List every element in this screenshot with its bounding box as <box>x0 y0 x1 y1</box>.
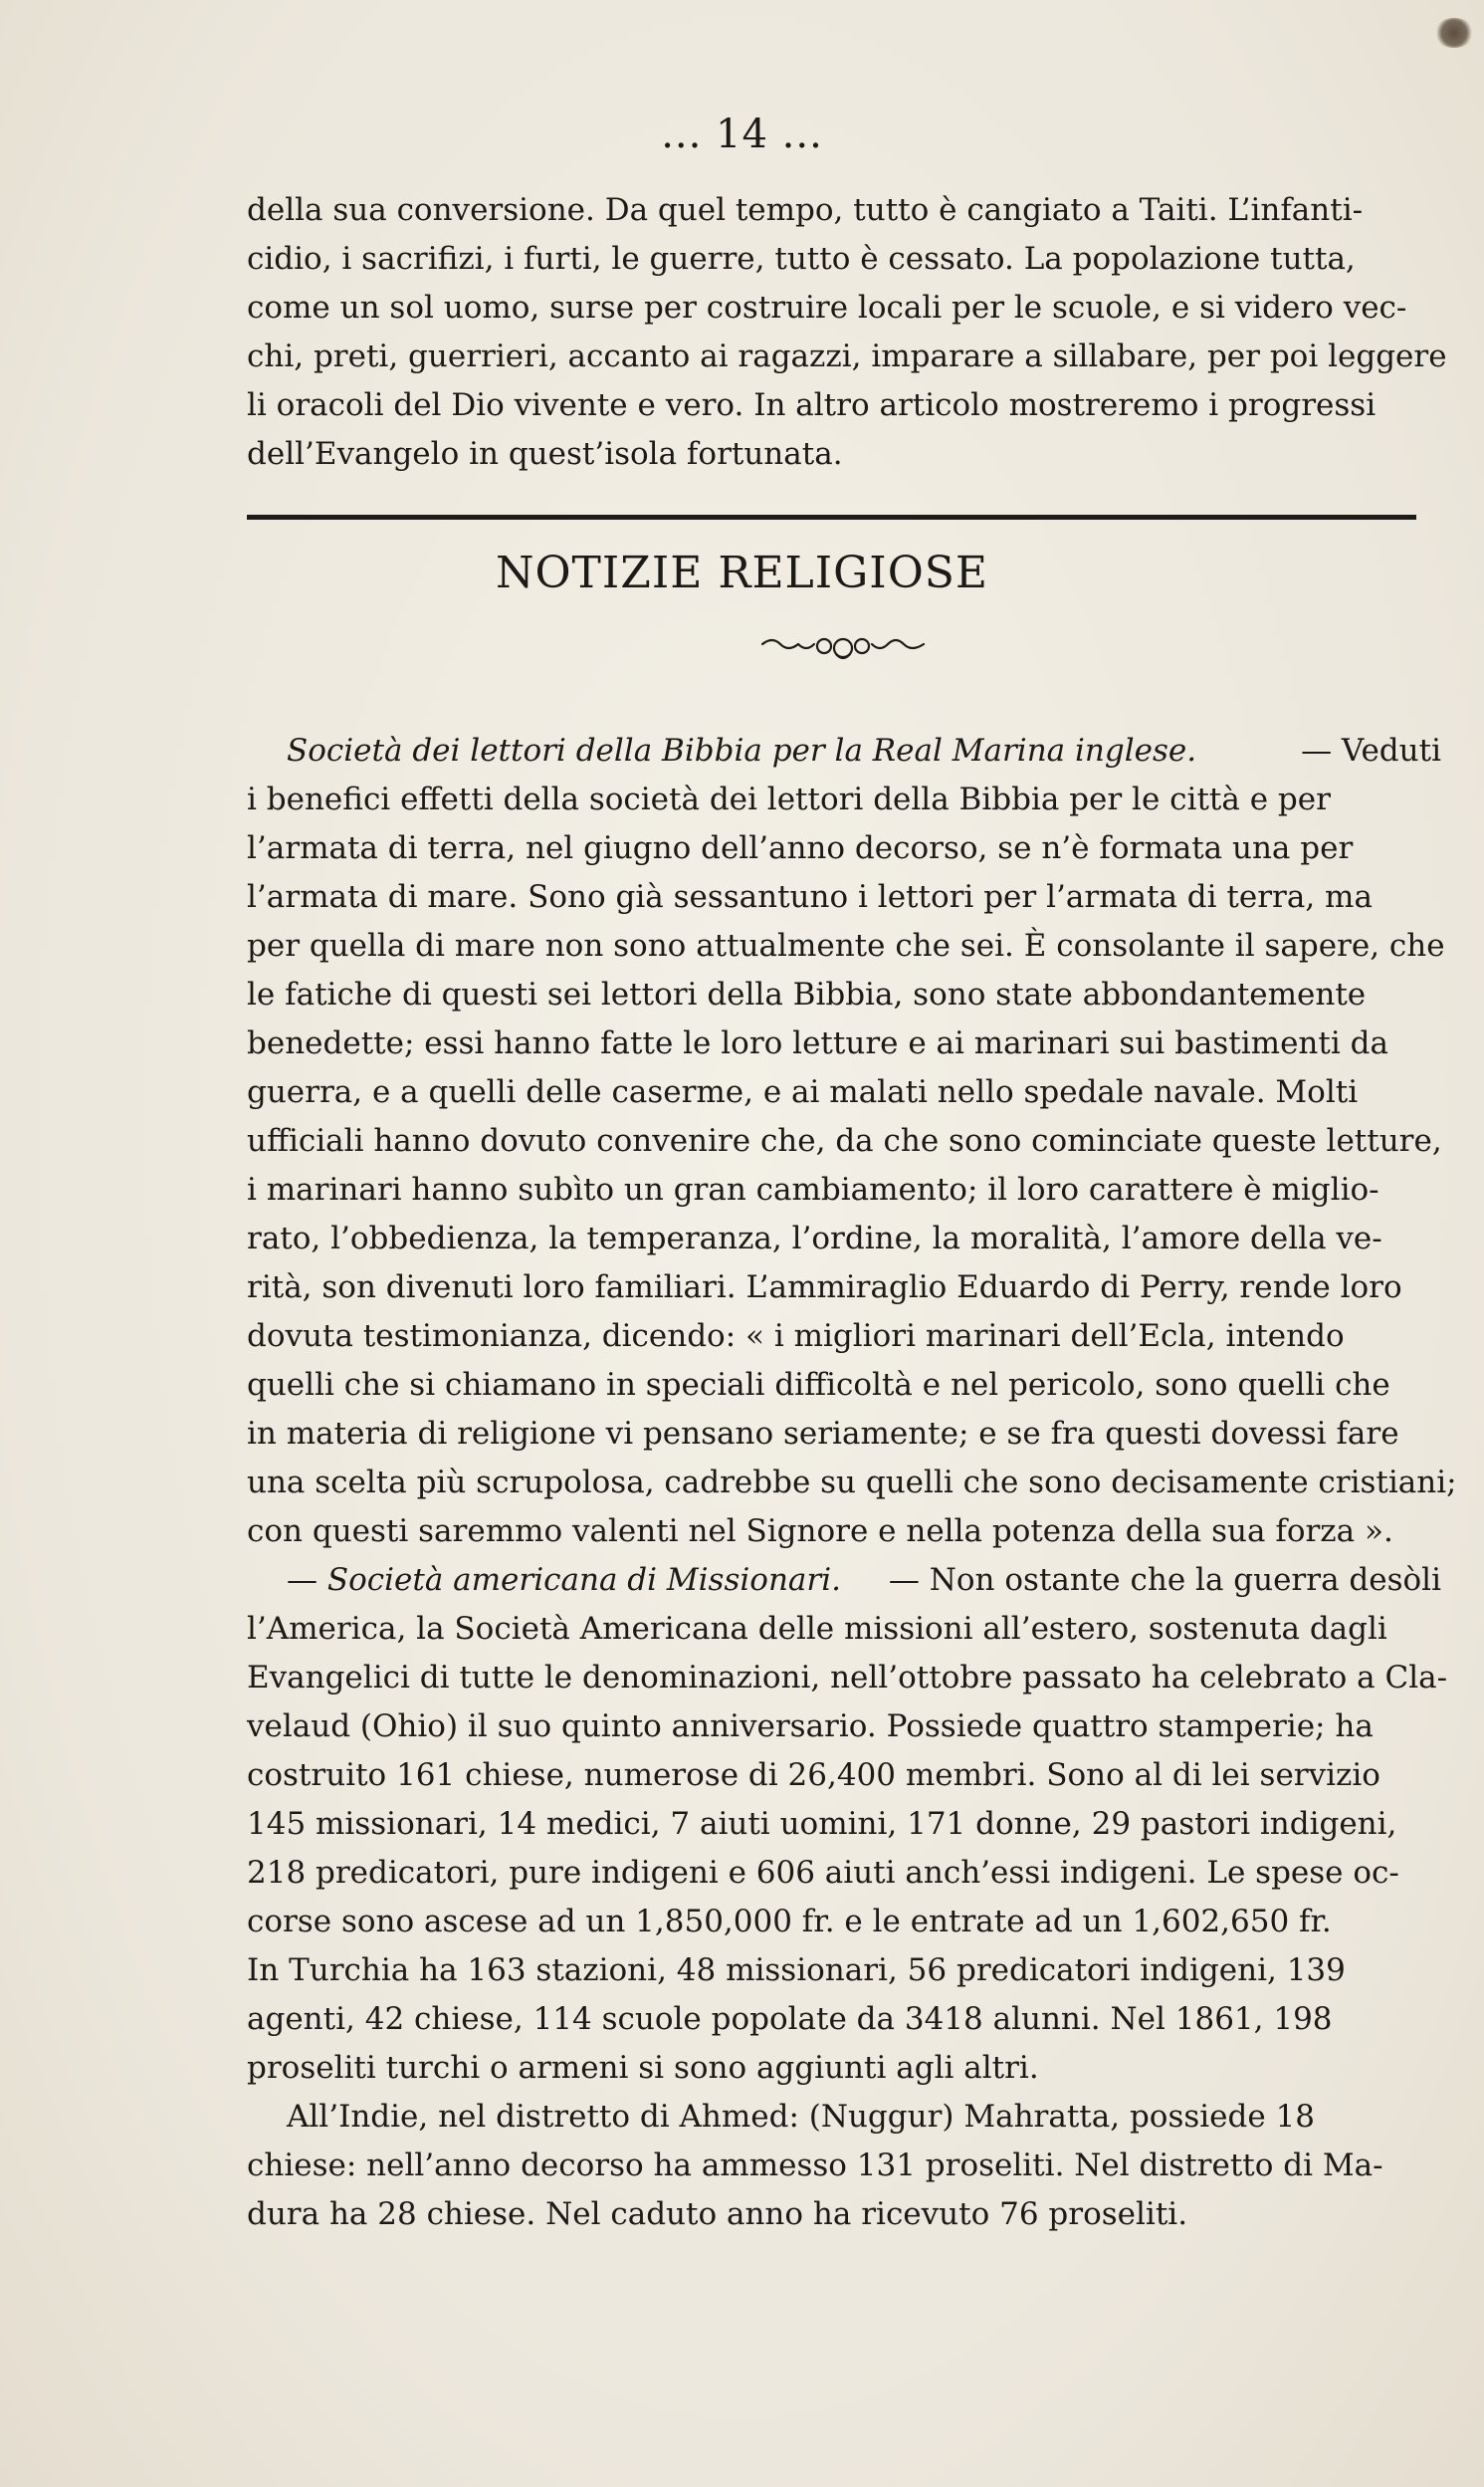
text-line: li oracoli del Dio vivente e vero. In altro articolo mostreremo i progressi <box>247 387 1377 423</box>
text-line: i marinari hanno subìto un gran cambiamento; il loro carattere è miglio- <box>247 1172 1379 1208</box>
text-line: dovuta testimonianza, dicendo: « i migliori marinari dell’Ecla, intendo <box>247 1318 1345 1354</box>
text-line: rità, son divenuti loro familiari. L’ammiraglio Eduardo di Perry, rende loro <box>247 1269 1402 1305</box>
text-line: In Turchia ha 163 stazioni, 48 missionari, 56 predicatori indigeni, 139 <box>247 1952 1346 1988</box>
text-line: agenti, 42 chiese, 114 scuole popolate da 3418 alunni. Nel 1861, 198 <box>247 2001 1333 2037</box>
article-heading-line: — Società americana di Missionari. — Non ostante che la guerra desòli <box>287 1562 1441 1598</box>
intro-paragraph <box>247 186 1447 479</box>
article-heading: Società americana di Missionari. <box>326 1562 841 1598</box>
text-line: chiese: nell’anno decorso ha ammesso 131 proseliti. Nel distretto di Ma- <box>247 2148 1383 2183</box>
text-line: dell’Evangelo in quest’isola fortunata. <box>247 436 843 472</box>
text-line: come un sol uomo, surse per costruire locali per le scuole, e si videro vec- <box>247 290 1407 326</box>
article-heading: Società dei lettori della Bibbia per la Real Marina inglese. <box>287 733 1197 769</box>
article-heading-line: Società dei lettori della Bibbia per la Real Marina inglese. — Veduti <box>247 727 1441 776</box>
text-line: della sua conversione. Da quel tempo, tutto è cangiato a Taiti. L’infanti- <box>247 192 1364 228</box>
flourish-ornament-icon <box>758 630 928 666</box>
page-number: ... 14 ... <box>661 112 823 157</box>
text-line: quelli che si chiamano in speciali difficoltà e nel pericolo, sono quelli che <box>247 1367 1390 1403</box>
text-line: Evangelici di tutte le denominazioni, nell’ottobre passato ha celebrato a Cla- <box>247 1660 1448 1696</box>
text-line: in materia di religione vi pensano seriamente; e se fra questi dovessi fare <box>247 1416 1399 1452</box>
text-line: l’America, la Società Americana delle missioni all’estero, sostenuta dagli <box>247 1611 1387 1647</box>
text-line: corse sono ascese ad un 1,850,000 fr. e le entrate ad un 1,602,650 fr. <box>247 1904 1332 1939</box>
text-line: per quella di mare non sono attualmente che sei. È consolante il sapere, che <box>247 928 1445 964</box>
text-line: dura ha 28 chiese. Nel caduto anno ha ricevuto 76 proseliti. <box>247 2196 1188 2232</box>
text-line: con questi saremmo valenti nel Signore e nella potenza della sua forza ». <box>247 1513 1393 1549</box>
text-line: velaud (Ohio) il suo quinto anniversario. Possiede quattro stamperie; ha <box>247 1708 1374 1744</box>
text-line: le fatiche di questi sei lettori della Bibbia, sono state abbondantemente <box>247 977 1367 1013</box>
section-title: NOTIZIE RELIGIOSE <box>495 548 989 598</box>
text-line: chi, preti, guerrieri, accanto ai ragazzi, imparare a sillabare, per poi leggere <box>247 339 1447 374</box>
text-line: una scelta più scrupolosa, cadrebbe su quelli che sono decisamente cristiani; <box>247 1465 1457 1500</box>
section-divider <box>247 515 1416 520</box>
text-line: proseliti turchi o armeni si sono aggiunti agli altri. <box>247 2050 1039 2086</box>
text-line: 145 missionari, 14 medici, 7 aiuti uomini, 171 donne, 29 pastori indigeni, <box>247 1806 1397 1842</box>
text-line: cidio, i sacrifizi, i furti, le guerre, tutto è cessato. La popolazione tutta, <box>247 241 1356 277</box>
articles <box>247 727 1457 2239</box>
text-line: l’armata di mare. Sono già sessantuno i lettori per l’armata di terra, ma <box>247 879 1373 915</box>
text-line: 218 predicatori, pure indigeni e 606 aiuti anch’essi indigeni. Le spese oc- <box>247 1855 1399 1891</box>
text-line: l’armata di terra, nel giugno dell’anno decorso, se n’è formata una per <box>247 830 1354 866</box>
text-line: guerra, e a quelli delle caserme, e ai malati nello spedale navale. Molti <box>247 1074 1359 1110</box>
text-line: i benefici effetti della società dei lettori della Bibbia per le città e per <box>247 782 1331 817</box>
text-line: All’Indie, nel distretto di Ahmed: (Nuggur) Mahratta, possiede 18 <box>287 2099 1316 2135</box>
text-line: rato, l’obbedienza, la temperanza, l’ordine, la moralità, l’amore della ve- <box>247 1221 1382 1256</box>
text-line: ufficiali hanno dovuto convenire che, da che sono cominciate queste letture, <box>247 1123 1442 1159</box>
text-line: costruito 161 chiese, numerose di 26,400 membri. Sono al di lei servizio <box>247 1757 1380 1793</box>
text-line: benedette; essi hanno fatte le loro letture e ai marinari sui bastimenti da <box>247 1025 1388 1061</box>
ink-stain <box>1434 18 1474 48</box>
